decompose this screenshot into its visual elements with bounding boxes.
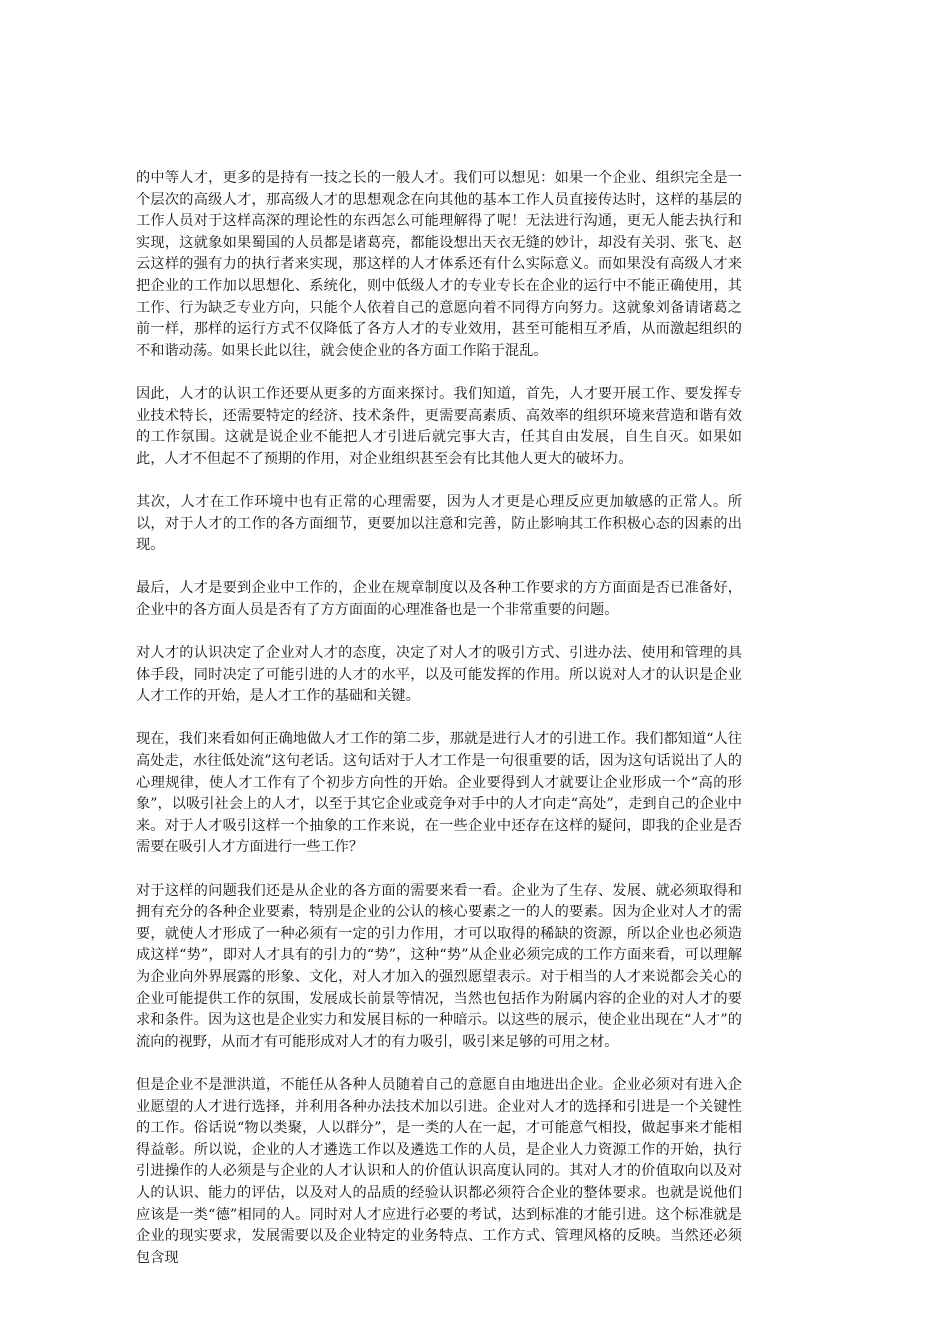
paragraph-6: 现在，我们来看如何正确地做人才工作的第二步，那就是进行人才的引进工作。我们都知道“人往高处走，水往低处流”这句老话。这句话对于人才工作是一句很重要的话，因为这句话说出了人的心理规律，使人才工作有了个初步方向性的开始。企业要得到人才就要让企业形成一个“高的形象”，以吸引社会上的人才，以至于其它企业或竞争对手中的人才向走“高处”，走到自己的企业中来。对于人才吸引这样一个抽象的工作来说，在一些企业中还存在这样的疑问，即我的企业是否需要在吸引人才方面进行一些工作？ [136, 731, 742, 856]
paragraph-4: 最后，人才是要到企业中工作的，企业在规章制度以及各种工作要求的方方面面是否已准备好，企业中的各方面人员是否有了方方面面的心理准备也是一个非常重要的问题。 [136, 580, 742, 618]
paragraph-5: 对人才的认识决定了企业对人才的态度，决定了对人才的吸引方式、引进办法、使用和管理的具体手段，同时决定了可能引进的人才的水平，以及可能发挥的作用。所以说对人才的认识是企业人才工作的开始，是人才工作的基础和关键。 [136, 645, 742, 705]
paragraph-3: 其次，人才在工作环境中也有正常的心理需要，因为人才更是心理反应更加敏感的正常人。所以，对于人才的工作的各方面细节，更要加以注意和完善，防止影响其工作积极心态的因素的出现。 [136, 493, 742, 554]
paragraph-1: 的中等人才，更多的是持有一技之长的一般人才。我们可以想见：如果一个企业、组织完全是一个层次的高级人才，那高级人才的思想观念在向其他的基本工作人员直接传达时，这样的基层的工作人员对于这样高深的理论性的东西怎么可能理解得了呢！无法进行沟通，更无人能去执行和实现，这就象如果蜀国的人员都是诸葛亮，都能设想出天衣无缝的妙计，却没有关羽、张飞、赵云这样的强有力的执行者来实现，那这样的人才体系还有什么实际意义。而如果没有高级人才来把企业的工作加以思想化、系统化，则中低级人才的专业专长在企业的运行中不能正确使用，其工作、行为缺乏专业方向，只能个人依着自己的意愿向着不同得方向努力。这就象刘备请诸葛之前一样，那样的运行方式不仅降低了各方人才的专业效用，甚至可能相互矛盾，从而激起组织的不和谐动荡。如果长此以往，就会使企业的各方面工作陷于混乱。 [136, 170, 742, 359]
paragraph-8: 但是企业不是泄洪道，不能任从各种人员随着自己的意愿自由地进出企业。企业必须对有进入企业愿望的人才进行选择，并利用各种办法技术加以引进。企业对人才的选择和引进是一个关键性的工作。俗话说“物以类聚，人以群分”，是一类的人在一起，才可能意气相投，做起事来才能相得益彰。所以说，企业的人才遴选工作以及遴选工作的人员，是企业人力资源工作的开始，执行引进操作的人必须是与企业的人才认识和人的价值认识高度认同的。其对人才的价值取向以及对人的认识、能力的评估，以及对人的品质的经验认识都必须符合企业的整体要求。也就是说他们应该是一类“德”相同的人。同时对人才应进行必要的考试，达到标准的才能引进。这个标准就是企业的现实要求，发展需要以及企业特定的业务特点、工作方式、管理风格的反映。当然还必须包含现 [136, 1076, 742, 1266]
paragraph-7: 对于这样的问题我们还是从企业的各方面的需要来看一看。企业为了生存、发展、就必须取得和拥有充分的各种企业要素，特别是企业的公认的核心要素之一的人的要素。因为企业对人才的需要，就使人才形成了一种必须有一定的引力作用，才可以取得的稀缺的资源，所以企业也必须造成这样“势”，即对人才具有的引力的“势”，这种“势”从企业必须完成的工作方面来看，可以理解为企业向外界展露的形象、文化，对人才加入的强烈愿望表示。对于相当的人才来说都会关心的企业可能提供工作的氛围，发展成长前景等情况，当然也包括作为附属内容的企业的对人才的要求和条件。因为这也是企业实力和发展目标的一种暗示。以这些的展示，使企业出现在“人才”的流向的视野，从而才有可能形成对人才的有力吸引，吸引来足够的可用之材。 [136, 882, 742, 1050]
document-body [136, 168, 742, 1269]
paragraph-2: 因此，人才的认识工作还要从更多的方面来探讨。我们知道，首先，人才要开展工作、要发挥专业技术特长，还需要特定的经济、技术条件，更需要高素质、高效率的组织环境来营造和谐有效的工作氛围。这就是说企业不能把人才引进后就完事大吉，任其自由发展，自生自灭。如果如此，人才不但起不了预期的作用，对企业组织甚至会有比其他人更大的破坏力。 [136, 385, 742, 467]
